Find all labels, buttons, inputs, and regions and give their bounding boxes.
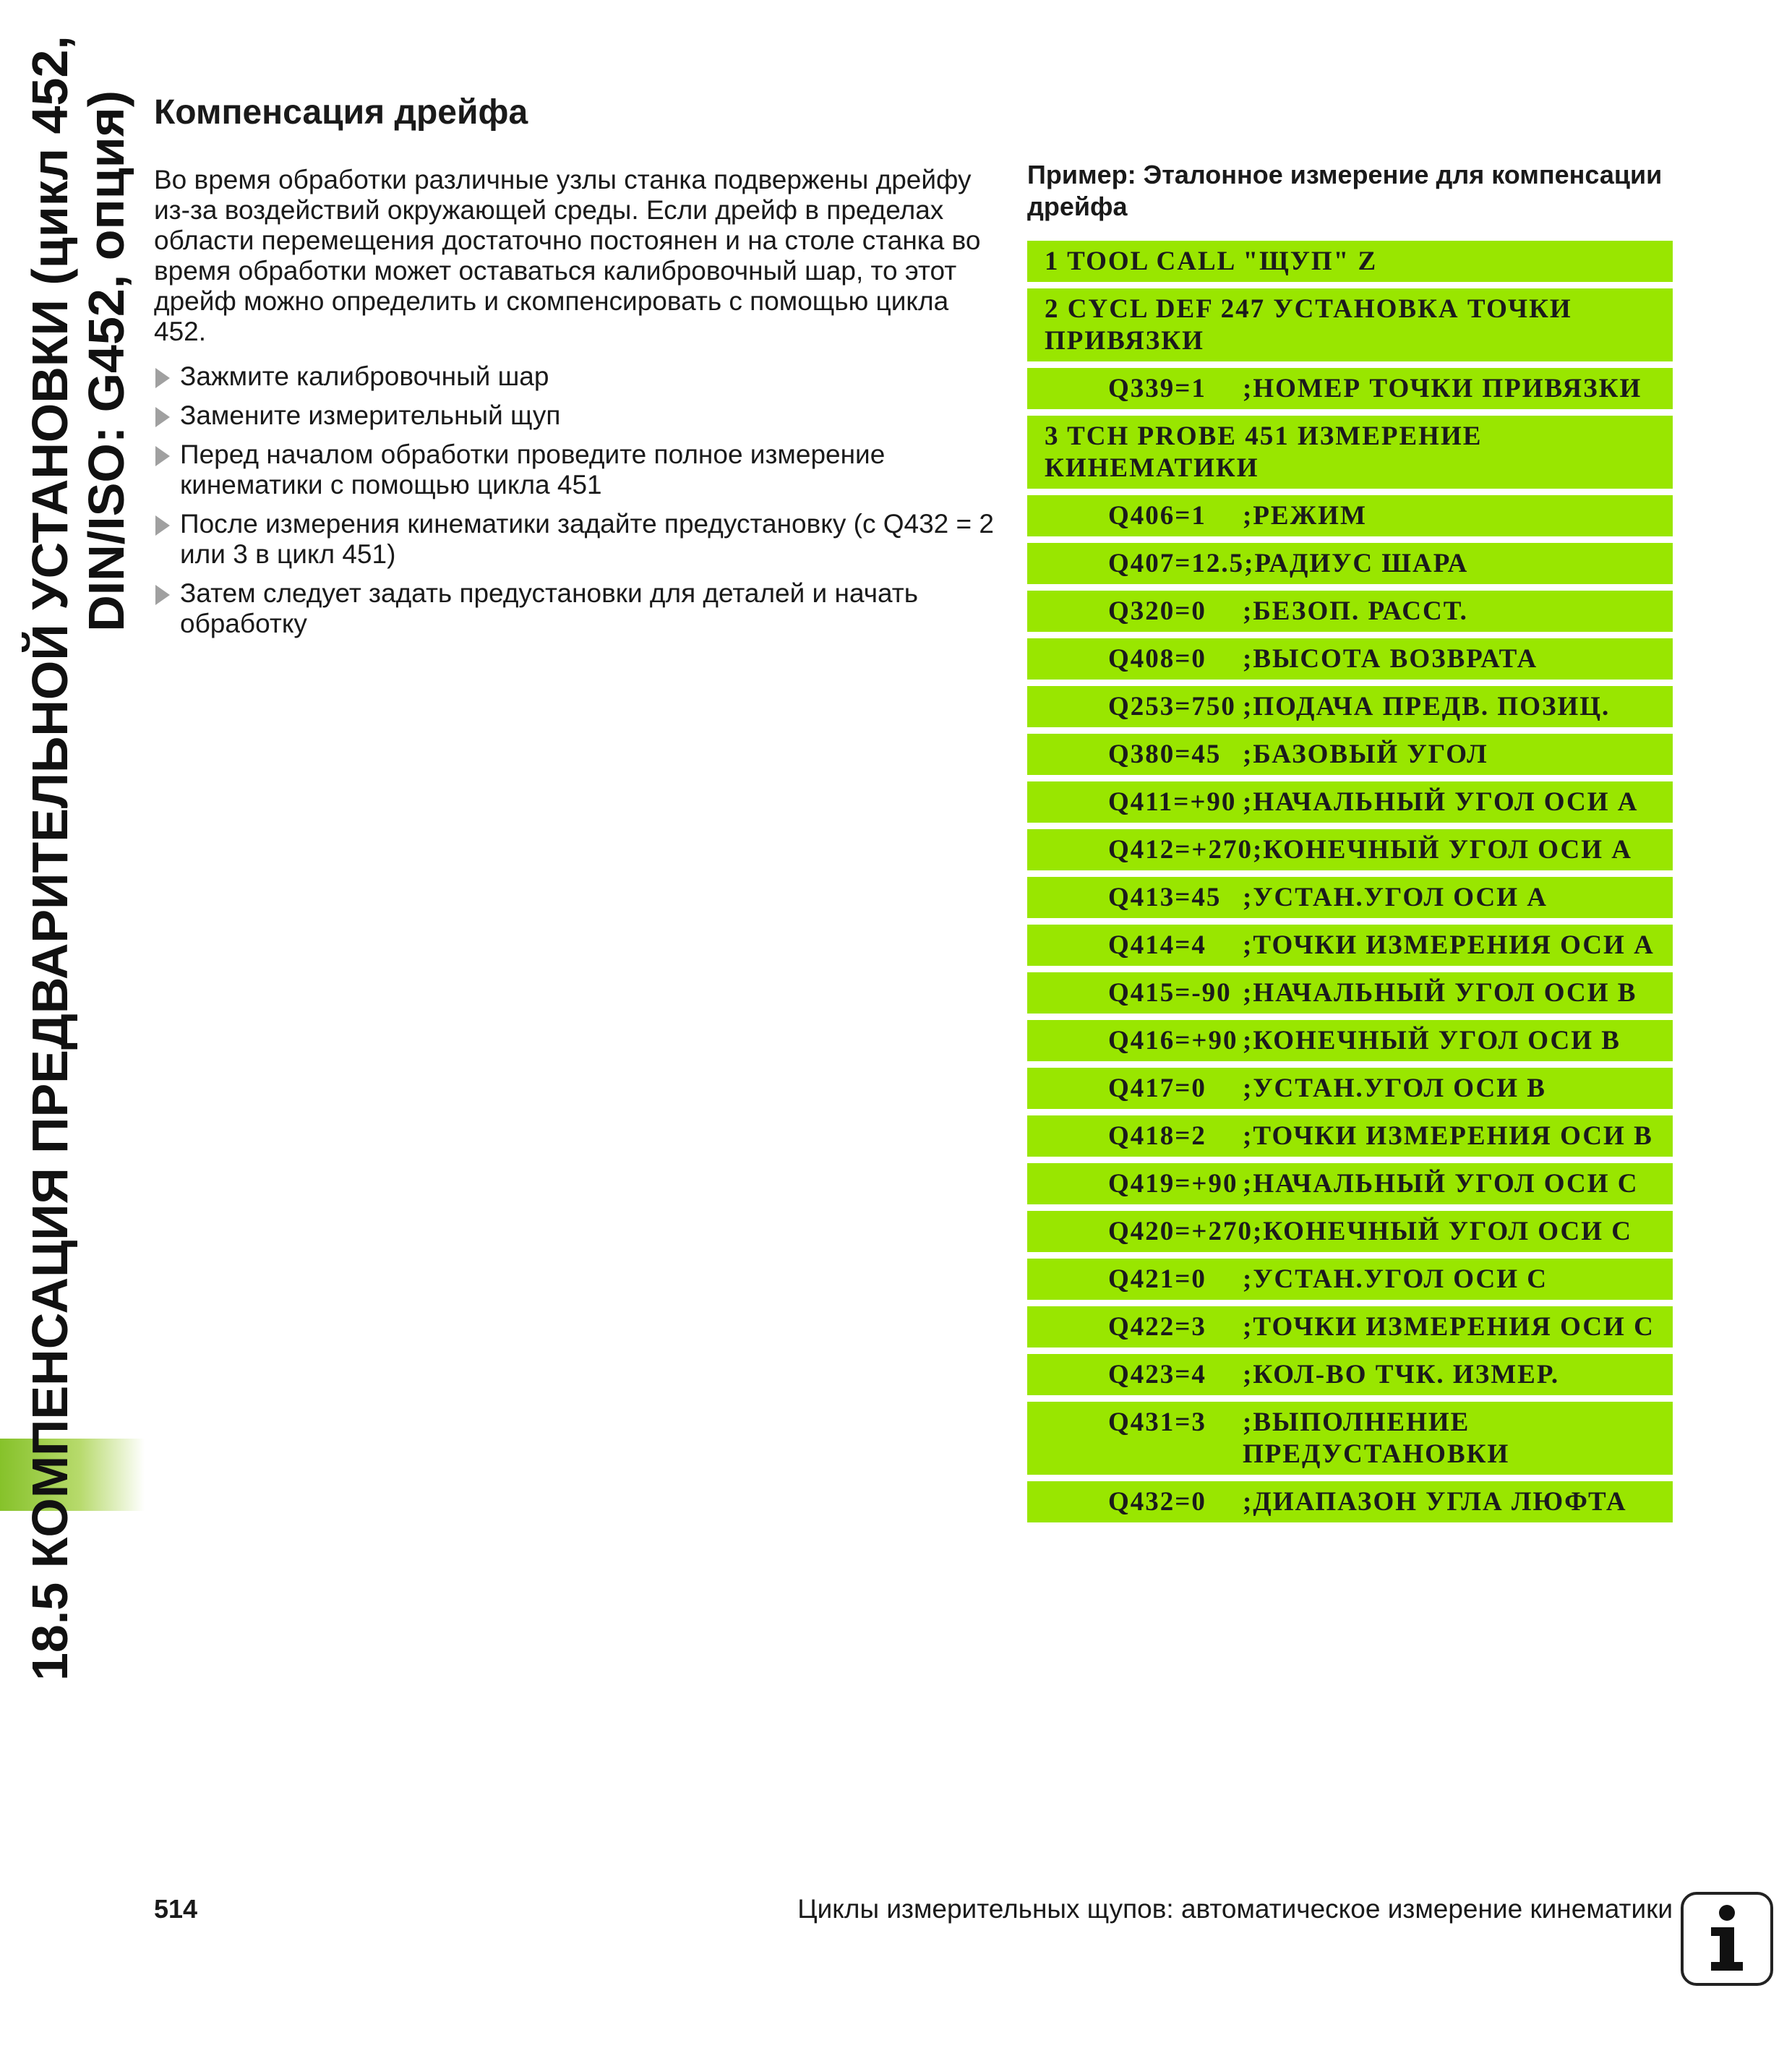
parameter-comment: ;РАДИУС ШАРА bbox=[1244, 549, 1469, 578]
section-heading: Компенсация дрейфа bbox=[154, 93, 528, 132]
parameter-comment: ;ТОЧКИ ИЗМЕРЕНИЯ ОСИ C bbox=[1243, 1312, 1655, 1342]
code-parameter-line bbox=[1027, 1481, 1673, 1522]
triangle-bullet-icon bbox=[155, 515, 170, 536]
code-parameter-line bbox=[1027, 1068, 1673, 1109]
step-text: Перед началом обработки проведите полное измерение кинематики с помощью цикла 451 bbox=[180, 440, 886, 500]
code-parameter-line bbox=[1027, 368, 1673, 409]
step-item bbox=[154, 509, 1000, 570]
parameter-comment: ;БЕЗОП. РАССТ. bbox=[1243, 596, 1468, 626]
code-parameter-line bbox=[1027, 1402, 1673, 1475]
parameter-comment: ;НОМЕР ТОЧКИ ПРИВЯЗКИ bbox=[1243, 374, 1642, 403]
step-text: Зажмите калибровочный шар bbox=[180, 361, 549, 391]
parameter-value: Q422=3 bbox=[1108, 1312, 1206, 1342]
code-parameter-line bbox=[1027, 1259, 1673, 1300]
step-item bbox=[154, 361, 1000, 392]
code-block-line: 1 TOOL CALL "ЩУП" Z bbox=[1027, 241, 1673, 282]
parameter-comment: ;УСТАН.УГОЛ ОСИ A bbox=[1243, 883, 1548, 912]
parameter-value: Q411=+90 bbox=[1108, 787, 1237, 817]
parameter-comment: ;УСТАН.УГОЛ ОСИ B bbox=[1243, 1074, 1546, 1103]
parameter-comment: ;БАЗОВЫЙ УГОЛ bbox=[1243, 740, 1488, 769]
parameter-value: Q432=0 bbox=[1108, 1487, 1206, 1517]
parameter-value: Q415=-90 bbox=[1108, 978, 1232, 1008]
footer-chapter-text: Циклы измерительных щупов: автоматическое измерение кинематики bbox=[797, 1894, 1673, 1924]
side-title-line-1: 18.5 КОМПЕНСАЦИЯ ПРЕДВАРИТЕЛЬНОЙ УСТАНОВКИ (цикл 452, bbox=[22, 35, 78, 1681]
step-text: Замените измерительный щуп bbox=[180, 400, 561, 430]
parameter-comment: ;ДИАПАЗОН УГЛА ЛЮФТА bbox=[1243, 1487, 1627, 1517]
code-parameter-line bbox=[1027, 1115, 1673, 1157]
side-title-line-2: DIN/ISO: G452, опция) bbox=[78, 90, 134, 632]
chapter-side-title bbox=[22, 35, 134, 1681]
parameter-comment: ;КОНЕЧНЫЙ УГОЛ ОСИ B bbox=[1243, 1026, 1621, 1055]
parameter-value: Q406=1 bbox=[1108, 501, 1206, 531]
parameter-comment: ;КОНЕЧНЫЙ УГОЛ ОСИ A bbox=[1252, 835, 1632, 865]
code-parameter-line bbox=[1027, 495, 1673, 536]
parameter-comment: ;ПОДАЧА ПРЕДВ. ПОЗИЦ. bbox=[1243, 692, 1611, 721]
parameter-value: Q339=1 bbox=[1108, 374, 1206, 403]
parameter-value: Q408=0 bbox=[1108, 644, 1206, 674]
parameter-value: Q253=750 bbox=[1108, 692, 1236, 721]
parameter-value: Q417=0 bbox=[1108, 1074, 1206, 1103]
parameter-value: Q414=4 bbox=[1108, 930, 1206, 960]
parameter-comment: ;НАЧАЛЬНЫЙ УГОЛ ОСИ B bbox=[1243, 978, 1637, 1008]
parameter-comment: ;НАЧАЛЬНЫЙ УГОЛ ОСИ C bbox=[1243, 1169, 1639, 1199]
parameter-value: Q413=45 bbox=[1108, 883, 1222, 912]
triangle-bullet-icon bbox=[155, 407, 170, 427]
code-parameter-line bbox=[1027, 877, 1673, 918]
parameter-value: Q423=4 bbox=[1108, 1360, 1206, 1389]
step-item bbox=[154, 440, 1000, 500]
parameter-comment: ;РЕЖИМ bbox=[1243, 501, 1367, 531]
step-text: После измерения кинематики задайте предустановку (с Q432 = 2 или 3 в цикл 451) bbox=[180, 509, 994, 569]
parameter-value: Q431=3 bbox=[1108, 1408, 1206, 1437]
parameter-comment: ;КОНЕЧНЫЙ УГОЛ ОСИ C bbox=[1252, 1217, 1632, 1246]
code-parameter-line bbox=[1027, 829, 1673, 870]
intro-paragraph: Во время обработки различные узлы станка подвержены дрейфу из-за воздействий окружающей среды. Если дрейф в пределах области перемещения достаточно постоянен и на столе станка во время обработки может оставаться калибровочный шар, то этот дрейф можно определить и скомпенсировать с помощью цикла 452. bbox=[154, 165, 981, 346]
parameter-comment: ;ТОЧКИ ИЗМЕРЕНИЯ ОСИ B bbox=[1243, 1121, 1653, 1151]
parameter-value: Q420=+270 bbox=[1108, 1217, 1253, 1246]
step-item bbox=[154, 400, 1000, 431]
code-parameter-line bbox=[1027, 1354, 1673, 1395]
parameter-value: Q419=+90 bbox=[1108, 1169, 1238, 1199]
parameter-value: Q421=0 bbox=[1108, 1264, 1206, 1294]
step-list bbox=[154, 361, 1000, 648]
code-parameter-line bbox=[1027, 543, 1673, 584]
parameter-value: Q416=+90 bbox=[1108, 1026, 1238, 1055]
code-parameter-line bbox=[1027, 638, 1673, 680]
code-parameter-line bbox=[1027, 1163, 1673, 1204]
parameter-value: Q407=12.5 bbox=[1108, 549, 1245, 578]
triangle-bullet-icon bbox=[155, 368, 170, 388]
parameter-value: Q412=+270 bbox=[1108, 835, 1253, 865]
triangle-bullet-icon bbox=[155, 585, 170, 605]
code-parameter-line bbox=[1027, 1020, 1673, 1061]
nc-program-listing bbox=[1027, 241, 1673, 1529]
parameter-comment: ;УСТАН.УГОЛ ОСИ C bbox=[1243, 1264, 1548, 1294]
example-title: Пример: Эталонное измерение для компенсации дрейфа bbox=[1027, 160, 1663, 221]
step-text: Затем следует задать предустановки для деталей и начать обработку bbox=[180, 578, 918, 638]
parameter-comment: ;ВЫСОТА ВОЗВРАТА bbox=[1243, 644, 1538, 674]
code-parameter-line bbox=[1027, 686, 1673, 727]
parameter-value: Q418=2 bbox=[1108, 1121, 1206, 1151]
parameter-comment: ;НАЧАЛЬНЫЙ УГОЛ ОСИ A bbox=[1243, 787, 1639, 817]
code-parameter-line bbox=[1027, 591, 1673, 632]
parameter-comment: ;КОЛ-ВО ТЧК. ИЗМЕР. bbox=[1243, 1360, 1560, 1389]
info-glyph bbox=[1698, 1903, 1756, 1975]
step-item bbox=[154, 578, 1000, 639]
code-parameter-line bbox=[1027, 925, 1673, 966]
code-block-line: 2 CYCL DEF 247 УСТАНОВКА ТОЧКИ ПРИВЯЗКИ bbox=[1027, 288, 1673, 361]
parameter-value: Q380=45 bbox=[1108, 740, 1222, 769]
code-parameter-line bbox=[1027, 1211, 1673, 1252]
triangle-bullet-icon bbox=[155, 446, 170, 466]
code-block-line: 3 TCH PROBE 451 ИЗМЕРЕНИЕ КИНЕМАТИКИ bbox=[1027, 416, 1673, 489]
code-parameter-line bbox=[1027, 781, 1673, 823]
code-parameter-line bbox=[1027, 972, 1673, 1014]
code-parameter-line bbox=[1027, 734, 1673, 775]
page-number: 514 bbox=[154, 1894, 198, 1924]
parameter-comment: ;ВЫПОЛНЕНИЕ ПРЕДУСТАНОВКИ bbox=[1243, 1408, 1510, 1469]
code-parameter-line bbox=[1027, 1306, 1673, 1348]
parameter-value: Q320=0 bbox=[1108, 596, 1206, 626]
parameter-comment: ;ТОЧКИ ИЗМЕРЕНИЯ ОСИ A bbox=[1243, 930, 1655, 960]
info-icon bbox=[1681, 1892, 1773, 1986]
